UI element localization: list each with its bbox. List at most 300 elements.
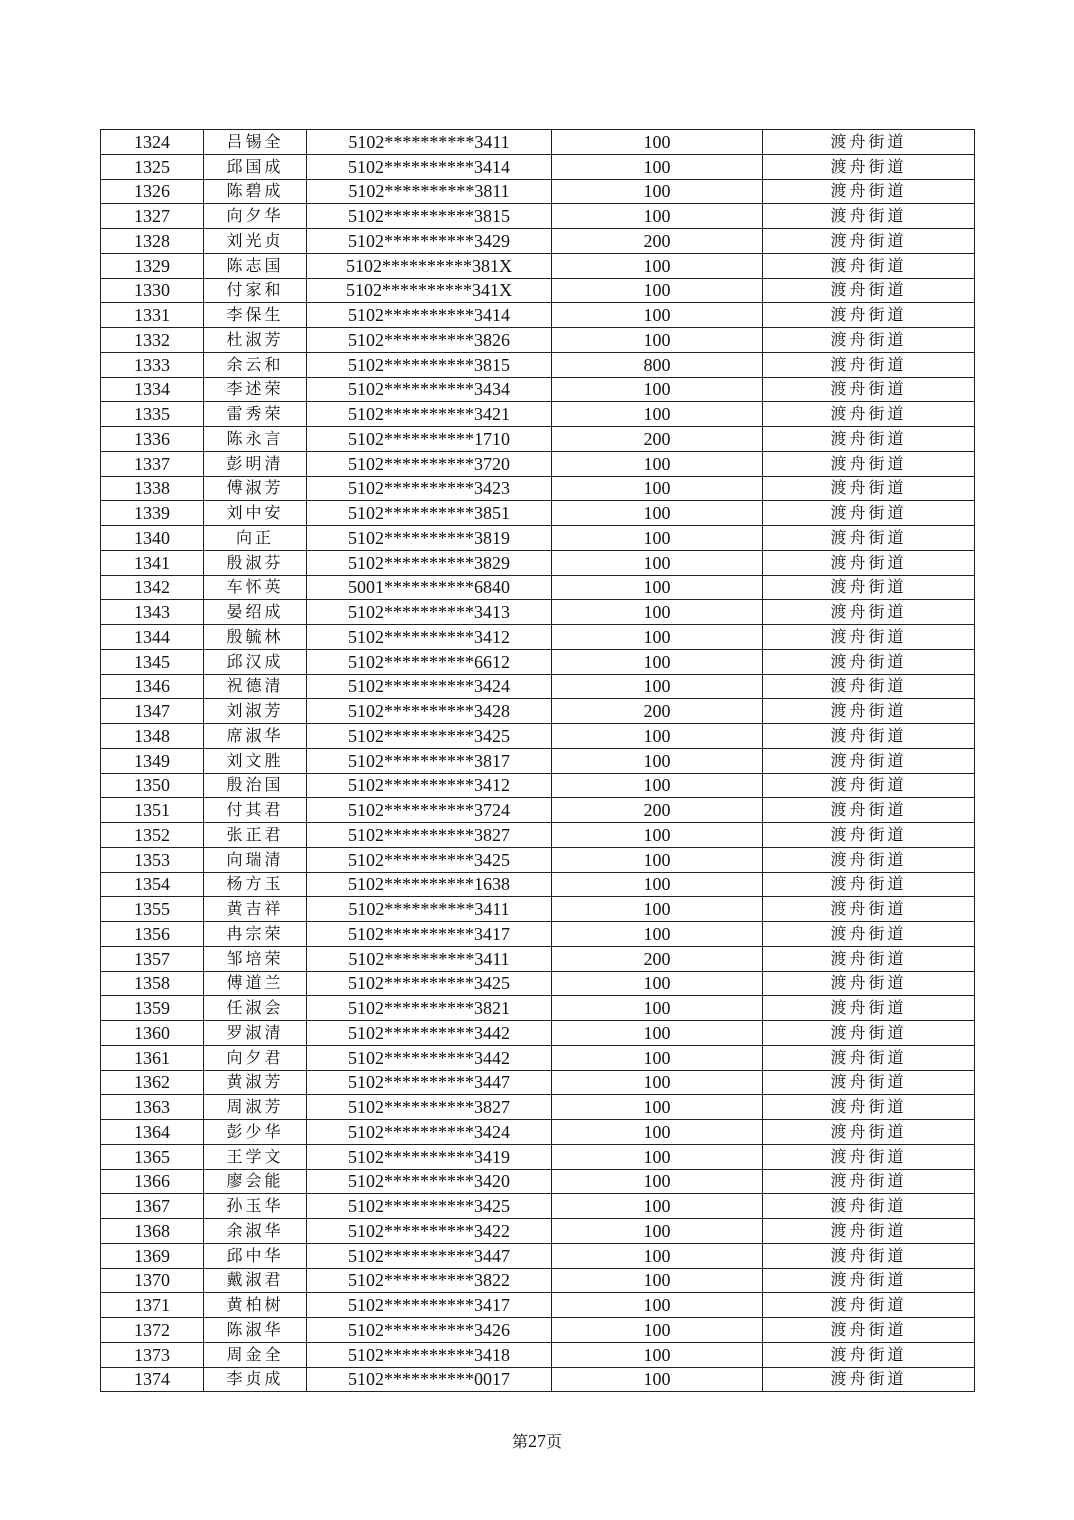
- row-number-cell: 1340: [101, 526, 204, 551]
- row-number-cell: 1353: [101, 847, 204, 872]
- name-cell: 黄淑芳: [204, 1070, 307, 1095]
- amount-cell: 100: [552, 847, 763, 872]
- name-cell: 傅道兰: [204, 971, 307, 996]
- table-row: [101, 451, 975, 476]
- name-cell: 席淑华: [204, 724, 307, 749]
- id-number-cell: 5102**********3442: [307, 1045, 552, 1070]
- table-row: [101, 575, 975, 600]
- row-number-cell: 1352: [101, 823, 204, 848]
- table-row: [101, 130, 975, 155]
- amount-cell: 100: [552, 1367, 763, 1392]
- name-cell: 刘淑芳: [204, 699, 307, 724]
- id-number-cell: 5102**********3412: [307, 773, 552, 798]
- id-number-cell: 5102**********3447: [307, 1070, 552, 1095]
- amount-cell: 800: [552, 352, 763, 377]
- street-cell: 渡舟街道: [763, 328, 975, 353]
- street-cell: 渡舟街道: [763, 451, 975, 476]
- name-cell: 余淑华: [204, 1219, 307, 1244]
- row-number-cell: 1373: [101, 1342, 204, 1367]
- name-cell: 殷毓林: [204, 625, 307, 650]
- amount-cell: 100: [552, 253, 763, 278]
- name-cell: 刘中安: [204, 501, 307, 526]
- table-row: [101, 872, 975, 897]
- street-cell: 渡舟街道: [763, 1045, 975, 1070]
- amount-cell: 100: [552, 649, 763, 674]
- row-number-cell: 1342: [101, 575, 204, 600]
- name-cell: 邱汉成: [204, 649, 307, 674]
- id-number-cell: 5102**********341X: [307, 278, 552, 303]
- amount-cell: 100: [552, 922, 763, 947]
- amount-cell: 100: [552, 154, 763, 179]
- payment-list-table: [100, 129, 975, 1392]
- row-number-cell: 1364: [101, 1120, 204, 1145]
- name-cell: 付家和: [204, 278, 307, 303]
- row-number-cell: 1374: [101, 1367, 204, 1392]
- id-number-cell: 5102**********3411: [307, 130, 552, 155]
- id-number-cell: 5102**********3425: [307, 1194, 552, 1219]
- id-number-cell: 5102**********3429: [307, 229, 552, 254]
- amount-cell: 100: [552, 278, 763, 303]
- street-cell: 渡舟街道: [763, 352, 975, 377]
- amount-cell: 100: [552, 872, 763, 897]
- id-number-cell: 5102**********3827: [307, 1095, 552, 1120]
- page-prefix: 第: [511, 1432, 528, 1451]
- street-cell: 渡舟街道: [763, 897, 975, 922]
- street-cell: 渡舟街道: [763, 1367, 975, 1392]
- id-number-cell: 5102**********3417: [307, 1293, 552, 1318]
- amount-cell: 100: [552, 625, 763, 650]
- amount-cell: 100: [552, 204, 763, 229]
- street-cell: 渡舟街道: [763, 699, 975, 724]
- name-cell: 向夕君: [204, 1045, 307, 1070]
- name-cell: 向夕华: [204, 204, 307, 229]
- page-suffix: 页: [546, 1432, 563, 1451]
- row-number-cell: 1357: [101, 946, 204, 971]
- amount-cell: 100: [552, 179, 763, 204]
- table-row: [101, 1095, 975, 1120]
- amount-cell: 100: [552, 1045, 763, 1070]
- name-cell: 付其君: [204, 798, 307, 823]
- name-cell: 彭少华: [204, 1120, 307, 1145]
- name-cell: 晏绍成: [204, 600, 307, 625]
- amount-cell: 100: [552, 550, 763, 575]
- name-cell: 任淑会: [204, 996, 307, 1021]
- table-row: [101, 204, 975, 229]
- id-number-cell: 5102**********3411: [307, 897, 552, 922]
- id-number-cell: 5102**********1710: [307, 427, 552, 452]
- amount-cell: 200: [552, 229, 763, 254]
- id-number-cell: 5102**********3819: [307, 526, 552, 551]
- id-number-cell: 5102**********3425: [307, 724, 552, 749]
- table-row: [101, 946, 975, 971]
- row-number-cell: 1349: [101, 748, 204, 773]
- id-number-cell: 5102**********3815: [307, 352, 552, 377]
- id-number-cell: 5102**********3420: [307, 1169, 552, 1194]
- street-cell: 渡舟街道: [763, 748, 975, 773]
- amount-cell: 100: [552, 1144, 763, 1169]
- row-number-cell: 1339: [101, 501, 204, 526]
- name-cell: 黄吉祥: [204, 897, 307, 922]
- street-cell: 渡舟街道: [763, 278, 975, 303]
- table-row: [101, 847, 975, 872]
- table-row: [101, 303, 975, 328]
- table-row: [101, 996, 975, 1021]
- name-cell: 张正君: [204, 823, 307, 848]
- table-row: [101, 773, 975, 798]
- table-body: [101, 130, 975, 1392]
- table-row: [101, 1120, 975, 1145]
- row-number-cell: 1348: [101, 724, 204, 749]
- amount-cell: 100: [552, 130, 763, 155]
- row-number-cell: 1350: [101, 773, 204, 798]
- row-number-cell: 1372: [101, 1318, 204, 1343]
- row-number-cell: 1332: [101, 328, 204, 353]
- name-cell: 戴淑君: [204, 1268, 307, 1293]
- row-number-cell: 1370: [101, 1268, 204, 1293]
- name-cell: 周金全: [204, 1342, 307, 1367]
- table-row: [101, 649, 975, 674]
- id-number-cell: 5102**********3413: [307, 600, 552, 625]
- name-cell: 车怀英: [204, 575, 307, 600]
- row-number-cell: 1330: [101, 278, 204, 303]
- table-row: [101, 1268, 975, 1293]
- id-number-cell: 5102**********3447: [307, 1243, 552, 1268]
- row-number-cell: 1368: [101, 1219, 204, 1244]
- table-row: [101, 278, 975, 303]
- table-row: [101, 352, 975, 377]
- table-row: [101, 897, 975, 922]
- table-row: [101, 154, 975, 179]
- amount-cell: 100: [552, 1194, 763, 1219]
- street-cell: 渡舟街道: [763, 575, 975, 600]
- row-number-cell: 1333: [101, 352, 204, 377]
- id-number-cell: 5102**********3851: [307, 501, 552, 526]
- amount-cell: 100: [552, 476, 763, 501]
- id-number-cell: 5102**********3423: [307, 476, 552, 501]
- id-number-cell: 5102**********3414: [307, 154, 552, 179]
- name-cell: 雷秀荣: [204, 402, 307, 427]
- table-row: [101, 922, 975, 947]
- table-row: [101, 699, 975, 724]
- table-row: [101, 1144, 975, 1169]
- amount-cell: 100: [552, 823, 763, 848]
- table-row: [101, 1219, 975, 1244]
- name-cell: 孙玉华: [204, 1194, 307, 1219]
- id-number-cell: 5102**********3424: [307, 1120, 552, 1145]
- id-number-cell: 5102**********3827: [307, 823, 552, 848]
- table-row: [101, 476, 975, 501]
- amount-cell: 100: [552, 1070, 763, 1095]
- name-cell: 冉宗荣: [204, 922, 307, 947]
- street-cell: 渡舟街道: [763, 724, 975, 749]
- name-cell: 吕锡全: [204, 130, 307, 155]
- table-row: [101, 377, 975, 402]
- table-row: [101, 253, 975, 278]
- name-cell: 邱中华: [204, 1243, 307, 1268]
- table-row: [101, 1318, 975, 1343]
- amount-cell: 100: [552, 1318, 763, 1343]
- amount-cell: 100: [552, 674, 763, 699]
- table-row: [101, 427, 975, 452]
- street-cell: 渡舟街道: [763, 1120, 975, 1145]
- name-cell: 杜淑芳: [204, 328, 307, 353]
- row-number-cell: 1329: [101, 253, 204, 278]
- table-row: [101, 600, 975, 625]
- table-row: [101, 1045, 975, 1070]
- id-number-cell: 5102**********3720: [307, 451, 552, 476]
- amount-cell: 100: [552, 600, 763, 625]
- street-cell: 渡舟街道: [763, 1243, 975, 1268]
- street-cell: 渡舟街道: [763, 130, 975, 155]
- amount-cell: 100: [552, 1095, 763, 1120]
- id-number-cell: 5102**********3421: [307, 402, 552, 427]
- row-number-cell: 1361: [101, 1045, 204, 1070]
- id-number-cell: 5102**********381X: [307, 253, 552, 278]
- id-number-cell: 5102**********3419: [307, 1144, 552, 1169]
- table-row: [101, 550, 975, 575]
- name-cell: 向瑞清: [204, 847, 307, 872]
- row-number-cell: 1367: [101, 1194, 204, 1219]
- name-cell: 陈志国: [204, 253, 307, 278]
- street-cell: 渡舟街道: [763, 377, 975, 402]
- name-cell: 刘光贞: [204, 229, 307, 254]
- name-cell: 刘文胜: [204, 748, 307, 773]
- street-cell: 渡舟街道: [763, 501, 975, 526]
- id-number-cell: 5102**********3826: [307, 328, 552, 353]
- page-number-footer: [0, 1430, 1074, 1453]
- amount-cell: 100: [552, 303, 763, 328]
- name-cell: 傅淑芳: [204, 476, 307, 501]
- row-number-cell: 1366: [101, 1169, 204, 1194]
- table-row: [101, 328, 975, 353]
- amount-cell: 100: [552, 575, 763, 600]
- row-number-cell: 1336: [101, 427, 204, 452]
- row-number-cell: 1341: [101, 550, 204, 575]
- row-number-cell: 1328: [101, 229, 204, 254]
- amount-cell: 100: [552, 1169, 763, 1194]
- row-number-cell: 1359: [101, 996, 204, 1021]
- id-number-cell: 5102**********3425: [307, 971, 552, 996]
- street-cell: 渡舟街道: [763, 1219, 975, 1244]
- amount-cell: 100: [552, 1021, 763, 1046]
- street-cell: 渡舟街道: [763, 773, 975, 798]
- name-cell: 李贞成: [204, 1367, 307, 1392]
- street-cell: 渡舟街道: [763, 1293, 975, 1318]
- row-number-cell: 1371: [101, 1293, 204, 1318]
- street-cell: 渡舟街道: [763, 427, 975, 452]
- table-row: [101, 501, 975, 526]
- name-cell: 陈永言: [204, 427, 307, 452]
- street-cell: 渡舟街道: [763, 550, 975, 575]
- row-number-cell: 1343: [101, 600, 204, 625]
- row-number-cell: 1325: [101, 154, 204, 179]
- table-row: [101, 1293, 975, 1318]
- name-cell: 李保生: [204, 303, 307, 328]
- name-cell: 邹培荣: [204, 946, 307, 971]
- table-row: [101, 526, 975, 551]
- street-cell: 渡舟街道: [763, 798, 975, 823]
- table-row: [101, 1367, 975, 1392]
- id-number-cell: 5102**********3811: [307, 179, 552, 204]
- page-number: 27: [528, 1431, 546, 1451]
- amount-cell: 200: [552, 699, 763, 724]
- amount-cell: 100: [552, 377, 763, 402]
- amount-cell: 100: [552, 501, 763, 526]
- street-cell: 渡舟街道: [763, 229, 975, 254]
- street-cell: 渡舟街道: [763, 1070, 975, 1095]
- table-row: [101, 179, 975, 204]
- street-cell: 渡舟街道: [763, 1268, 975, 1293]
- id-number-cell: 5102**********3829: [307, 550, 552, 575]
- street-cell: 渡舟街道: [763, 823, 975, 848]
- street-cell: 渡舟街道: [763, 1144, 975, 1169]
- name-cell: 陈淑华: [204, 1318, 307, 1343]
- name-cell: 杨方玉: [204, 872, 307, 897]
- row-number-cell: 1363: [101, 1095, 204, 1120]
- street-cell: 渡舟街道: [763, 402, 975, 427]
- row-number-cell: 1324: [101, 130, 204, 155]
- row-number-cell: 1331: [101, 303, 204, 328]
- street-cell: 渡舟街道: [763, 476, 975, 501]
- name-cell: 李述荣: [204, 377, 307, 402]
- name-cell: 余云和: [204, 352, 307, 377]
- amount-cell: 100: [552, 1293, 763, 1318]
- street-cell: 渡舟街道: [763, 526, 975, 551]
- street-cell: 渡舟街道: [763, 922, 975, 947]
- name-cell: 罗淑清: [204, 1021, 307, 1046]
- table-row: [101, 1070, 975, 1095]
- amount-cell: 100: [552, 1219, 763, 1244]
- row-number-cell: 1356: [101, 922, 204, 947]
- name-cell: 王学文: [204, 1144, 307, 1169]
- name-cell: 周淑芳: [204, 1095, 307, 1120]
- name-cell: 殷淑芬: [204, 550, 307, 575]
- row-number-cell: 1354: [101, 872, 204, 897]
- id-number-cell: 5102**********3414: [307, 303, 552, 328]
- amount-cell: 100: [552, 402, 763, 427]
- id-number-cell: 5102**********3817: [307, 748, 552, 773]
- amount-cell: 200: [552, 798, 763, 823]
- row-number-cell: 1351: [101, 798, 204, 823]
- table-row: [101, 823, 975, 848]
- id-number-cell: 5102**********3424: [307, 674, 552, 699]
- id-number-cell: 5102**********3442: [307, 1021, 552, 1046]
- street-cell: 渡舟街道: [763, 872, 975, 897]
- row-number-cell: 1355: [101, 897, 204, 922]
- street-cell: 渡舟街道: [763, 204, 975, 229]
- street-cell: 渡舟街道: [763, 154, 975, 179]
- table-row: [101, 1194, 975, 1219]
- amount-cell: 200: [552, 427, 763, 452]
- name-cell: 祝德清: [204, 674, 307, 699]
- id-number-cell: 5102**********6612: [307, 649, 552, 674]
- name-cell: 彭明清: [204, 451, 307, 476]
- id-number-cell: 5102**********0017: [307, 1367, 552, 1392]
- name-cell: 向正: [204, 526, 307, 551]
- table-row: [101, 1342, 975, 1367]
- street-cell: 渡舟街道: [763, 600, 975, 625]
- amount-cell: 100: [552, 451, 763, 476]
- name-cell: 殷治国: [204, 773, 307, 798]
- id-number-cell: 5102**********1638: [307, 872, 552, 897]
- row-number-cell: 1365: [101, 1144, 204, 1169]
- amount-cell: 100: [552, 724, 763, 749]
- row-number-cell: 1362: [101, 1070, 204, 1095]
- id-number-cell: 5102**********3418: [307, 1342, 552, 1367]
- amount-cell: 100: [552, 971, 763, 996]
- amount-cell: 100: [552, 1243, 763, 1268]
- amount-cell: 100: [552, 996, 763, 1021]
- id-number-cell: 5102**********3411: [307, 946, 552, 971]
- amount-cell: 200: [552, 946, 763, 971]
- id-number-cell: 5102**********3724: [307, 798, 552, 823]
- street-cell: 渡舟街道: [763, 674, 975, 699]
- id-number-cell: 5102**********3422: [307, 1219, 552, 1244]
- street-cell: 渡舟街道: [763, 946, 975, 971]
- id-number-cell: 5001**********6840: [307, 575, 552, 600]
- id-number-cell: 5102**********3821: [307, 996, 552, 1021]
- table-row: [101, 674, 975, 699]
- name-cell: 黄柏树: [204, 1293, 307, 1318]
- id-number-cell: 5102**********3822: [307, 1268, 552, 1293]
- row-number-cell: 1347: [101, 699, 204, 724]
- table-row: [101, 402, 975, 427]
- street-cell: 渡舟街道: [763, 1194, 975, 1219]
- row-number-cell: 1345: [101, 649, 204, 674]
- table-row: [101, 724, 975, 749]
- street-cell: 渡舟街道: [763, 179, 975, 204]
- table-row: [101, 798, 975, 823]
- id-number-cell: 5102**********3426: [307, 1318, 552, 1343]
- id-number-cell: 5102**********3425: [307, 847, 552, 872]
- amount-cell: 100: [552, 748, 763, 773]
- row-number-cell: 1326: [101, 179, 204, 204]
- table-row: [101, 1169, 975, 1194]
- amount-cell: 100: [552, 1342, 763, 1367]
- row-number-cell: 1369: [101, 1243, 204, 1268]
- row-number-cell: 1344: [101, 625, 204, 650]
- name-cell: 廖会能: [204, 1169, 307, 1194]
- table-row: [101, 748, 975, 773]
- amount-cell: 100: [552, 1120, 763, 1145]
- street-cell: 渡舟街道: [763, 1318, 975, 1343]
- row-number-cell: 1337: [101, 451, 204, 476]
- amount-cell: 100: [552, 328, 763, 353]
- amount-cell: 100: [552, 897, 763, 922]
- id-number-cell: 5102**********3428: [307, 699, 552, 724]
- street-cell: 渡舟街道: [763, 625, 975, 650]
- row-number-cell: 1335: [101, 402, 204, 427]
- table-row: [101, 625, 975, 650]
- row-number-cell: 1360: [101, 1021, 204, 1046]
- amount-cell: 100: [552, 526, 763, 551]
- row-number-cell: 1338: [101, 476, 204, 501]
- street-cell: 渡舟街道: [763, 649, 975, 674]
- street-cell: 渡舟街道: [763, 1095, 975, 1120]
- street-cell: 渡舟街道: [763, 303, 975, 328]
- name-cell: 邱国成: [204, 154, 307, 179]
- amount-cell: 100: [552, 1268, 763, 1293]
- street-cell: 渡舟街道: [763, 971, 975, 996]
- street-cell: 渡舟街道: [763, 1169, 975, 1194]
- id-number-cell: 5102**********3412: [307, 625, 552, 650]
- row-number-cell: 1327: [101, 204, 204, 229]
- name-cell: 陈碧成: [204, 179, 307, 204]
- street-cell: 渡舟街道: [763, 847, 975, 872]
- table-row: [101, 1021, 975, 1046]
- row-number-cell: 1358: [101, 971, 204, 996]
- table-row: [101, 971, 975, 996]
